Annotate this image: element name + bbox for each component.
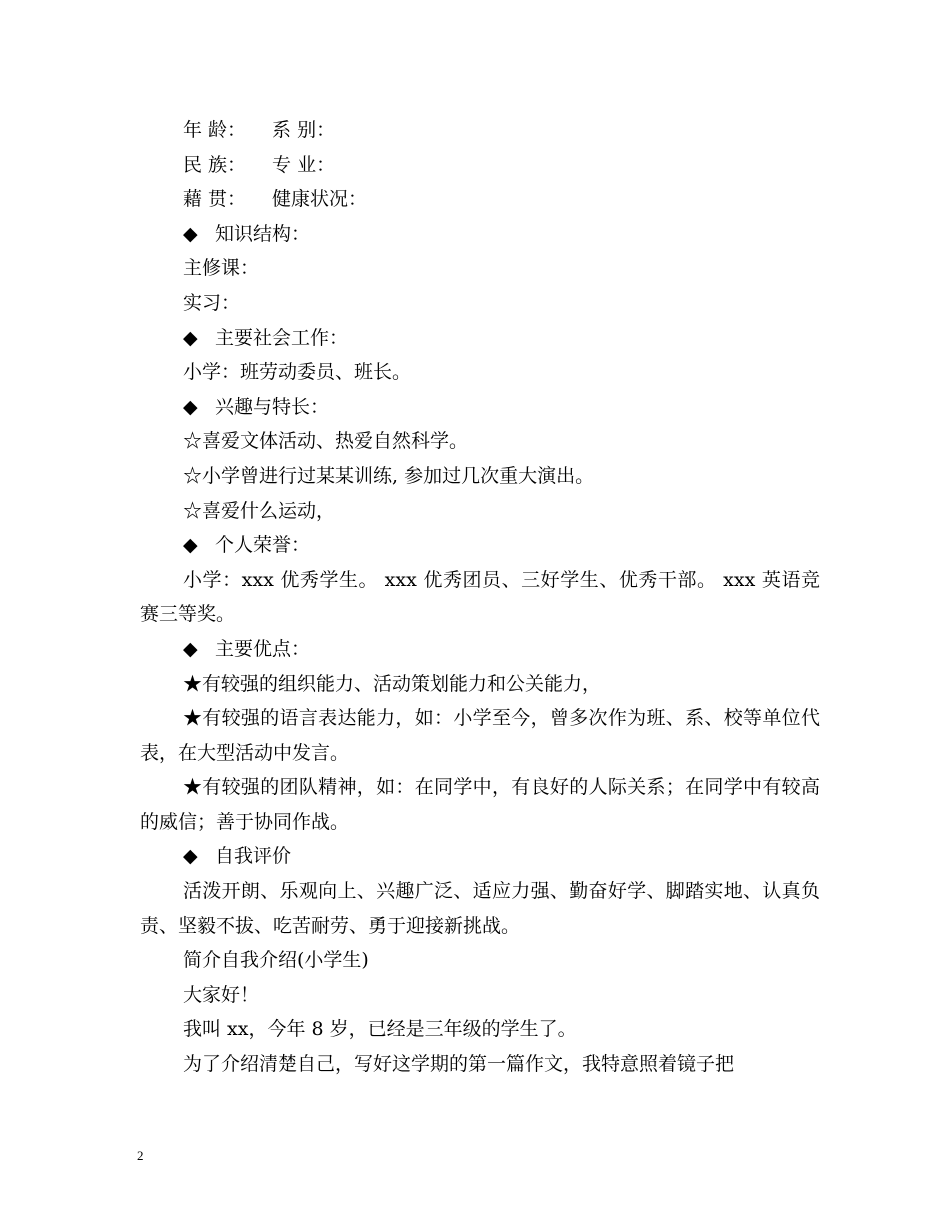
section-heading-interests bbox=[140, 390, 820, 425]
intro-title: 简介自我介绍(小学生) bbox=[183, 949, 369, 972]
intro-greeting: 大家好！ bbox=[183, 983, 260, 1006]
age-dept-line bbox=[140, 113, 820, 148]
strengths-heading: 主要优点： bbox=[215, 637, 311, 660]
diamond-bullet-icon: ◆ bbox=[183, 637, 198, 660]
intro-paragraph: 为了介绍清楚自己，写好这学期的第一篇作文，我特意照着镜子把 bbox=[183, 1053, 735, 1076]
section-heading-strengths bbox=[140, 632, 820, 667]
diamond-bullet-icon: ◆ bbox=[183, 845, 198, 868]
strength-item: ★有较强的语言表达能力，如：小学至今，曾多次作为班、系、校等单位代表，在大型活动中发言。 bbox=[140, 707, 820, 764]
strength-item: ★有较强的组织能力、活动策划能力和公关能力， bbox=[183, 672, 602, 695]
knowledge-heading: 知识结构： bbox=[215, 222, 311, 245]
ethnicity-label: 民 族： bbox=[183, 153, 247, 176]
page-number: 2 bbox=[137, 1148, 144, 1163]
strength-item: ★有较强的团队精神，如：在同学中，有良好的人际关系；在同学中有较高的威信；善于协同作战。 bbox=[140, 776, 820, 833]
social-work-text: 小学：班劳动委员、班长。 bbox=[183, 361, 412, 384]
courses-line: 主修课： bbox=[183, 257, 260, 280]
dept-label: 系 别： bbox=[272, 119, 336, 141]
section-heading-social-work bbox=[140, 321, 820, 356]
honors-heading: 个人荣誉： bbox=[215, 534, 311, 557]
social-work-heading: 主要社会工作： bbox=[215, 326, 349, 349]
diamond-bullet-icon: ◆ bbox=[183, 222, 198, 245]
document-body bbox=[140, 113, 820, 1082]
origin-health-line bbox=[140, 182, 820, 217]
honors-text: 小学：xxx 优秀学生。 xxx 优秀团员、三好学生、优秀干部。 xxx 英语竞赛三等奖。 bbox=[140, 568, 820, 626]
section-heading-knowledge bbox=[140, 217, 820, 252]
interest-item: ☆喜爱什么运动， bbox=[183, 499, 336, 522]
interest-item: ☆小学曾进行过某某训练, 参加过几次重大演出。 bbox=[183, 464, 595, 487]
diamond-bullet-icon: ◆ bbox=[183, 326, 198, 349]
diamond-bullet-icon: ◆ bbox=[183, 395, 198, 418]
age-label: 年 龄： bbox=[183, 119, 247, 141]
self-eval-text: 活泼开朗、乐观向上、兴趣广泛、适应力强、勤奋好学、脚踏实地、认真负责、坚毅不拔、吃苦耐劳、勇于迎接新挑战。 bbox=[140, 880, 820, 937]
interests-heading: 兴趣与特长： bbox=[215, 395, 330, 418]
interest-item: ☆喜爱文体活动、热爱自然科学。 bbox=[183, 430, 469, 453]
intro-paragraph: 我叫 xx，今年 8 岁，已经是三年级的学生了。 bbox=[183, 1018, 577, 1041]
ethnicity-major-line bbox=[140, 148, 820, 183]
origin-label: 藉 贯： bbox=[183, 188, 247, 211]
section-heading-honors bbox=[140, 528, 820, 563]
self-eval-heading: 自我评价 bbox=[215, 845, 292, 868]
section-heading-self-eval bbox=[140, 839, 820, 874]
internship-line: 实习： bbox=[183, 291, 241, 314]
health-label: 健康状况： bbox=[272, 188, 368, 211]
diamond-bullet-icon: ◆ bbox=[183, 534, 198, 557]
major-label: 专 业： bbox=[272, 153, 336, 176]
